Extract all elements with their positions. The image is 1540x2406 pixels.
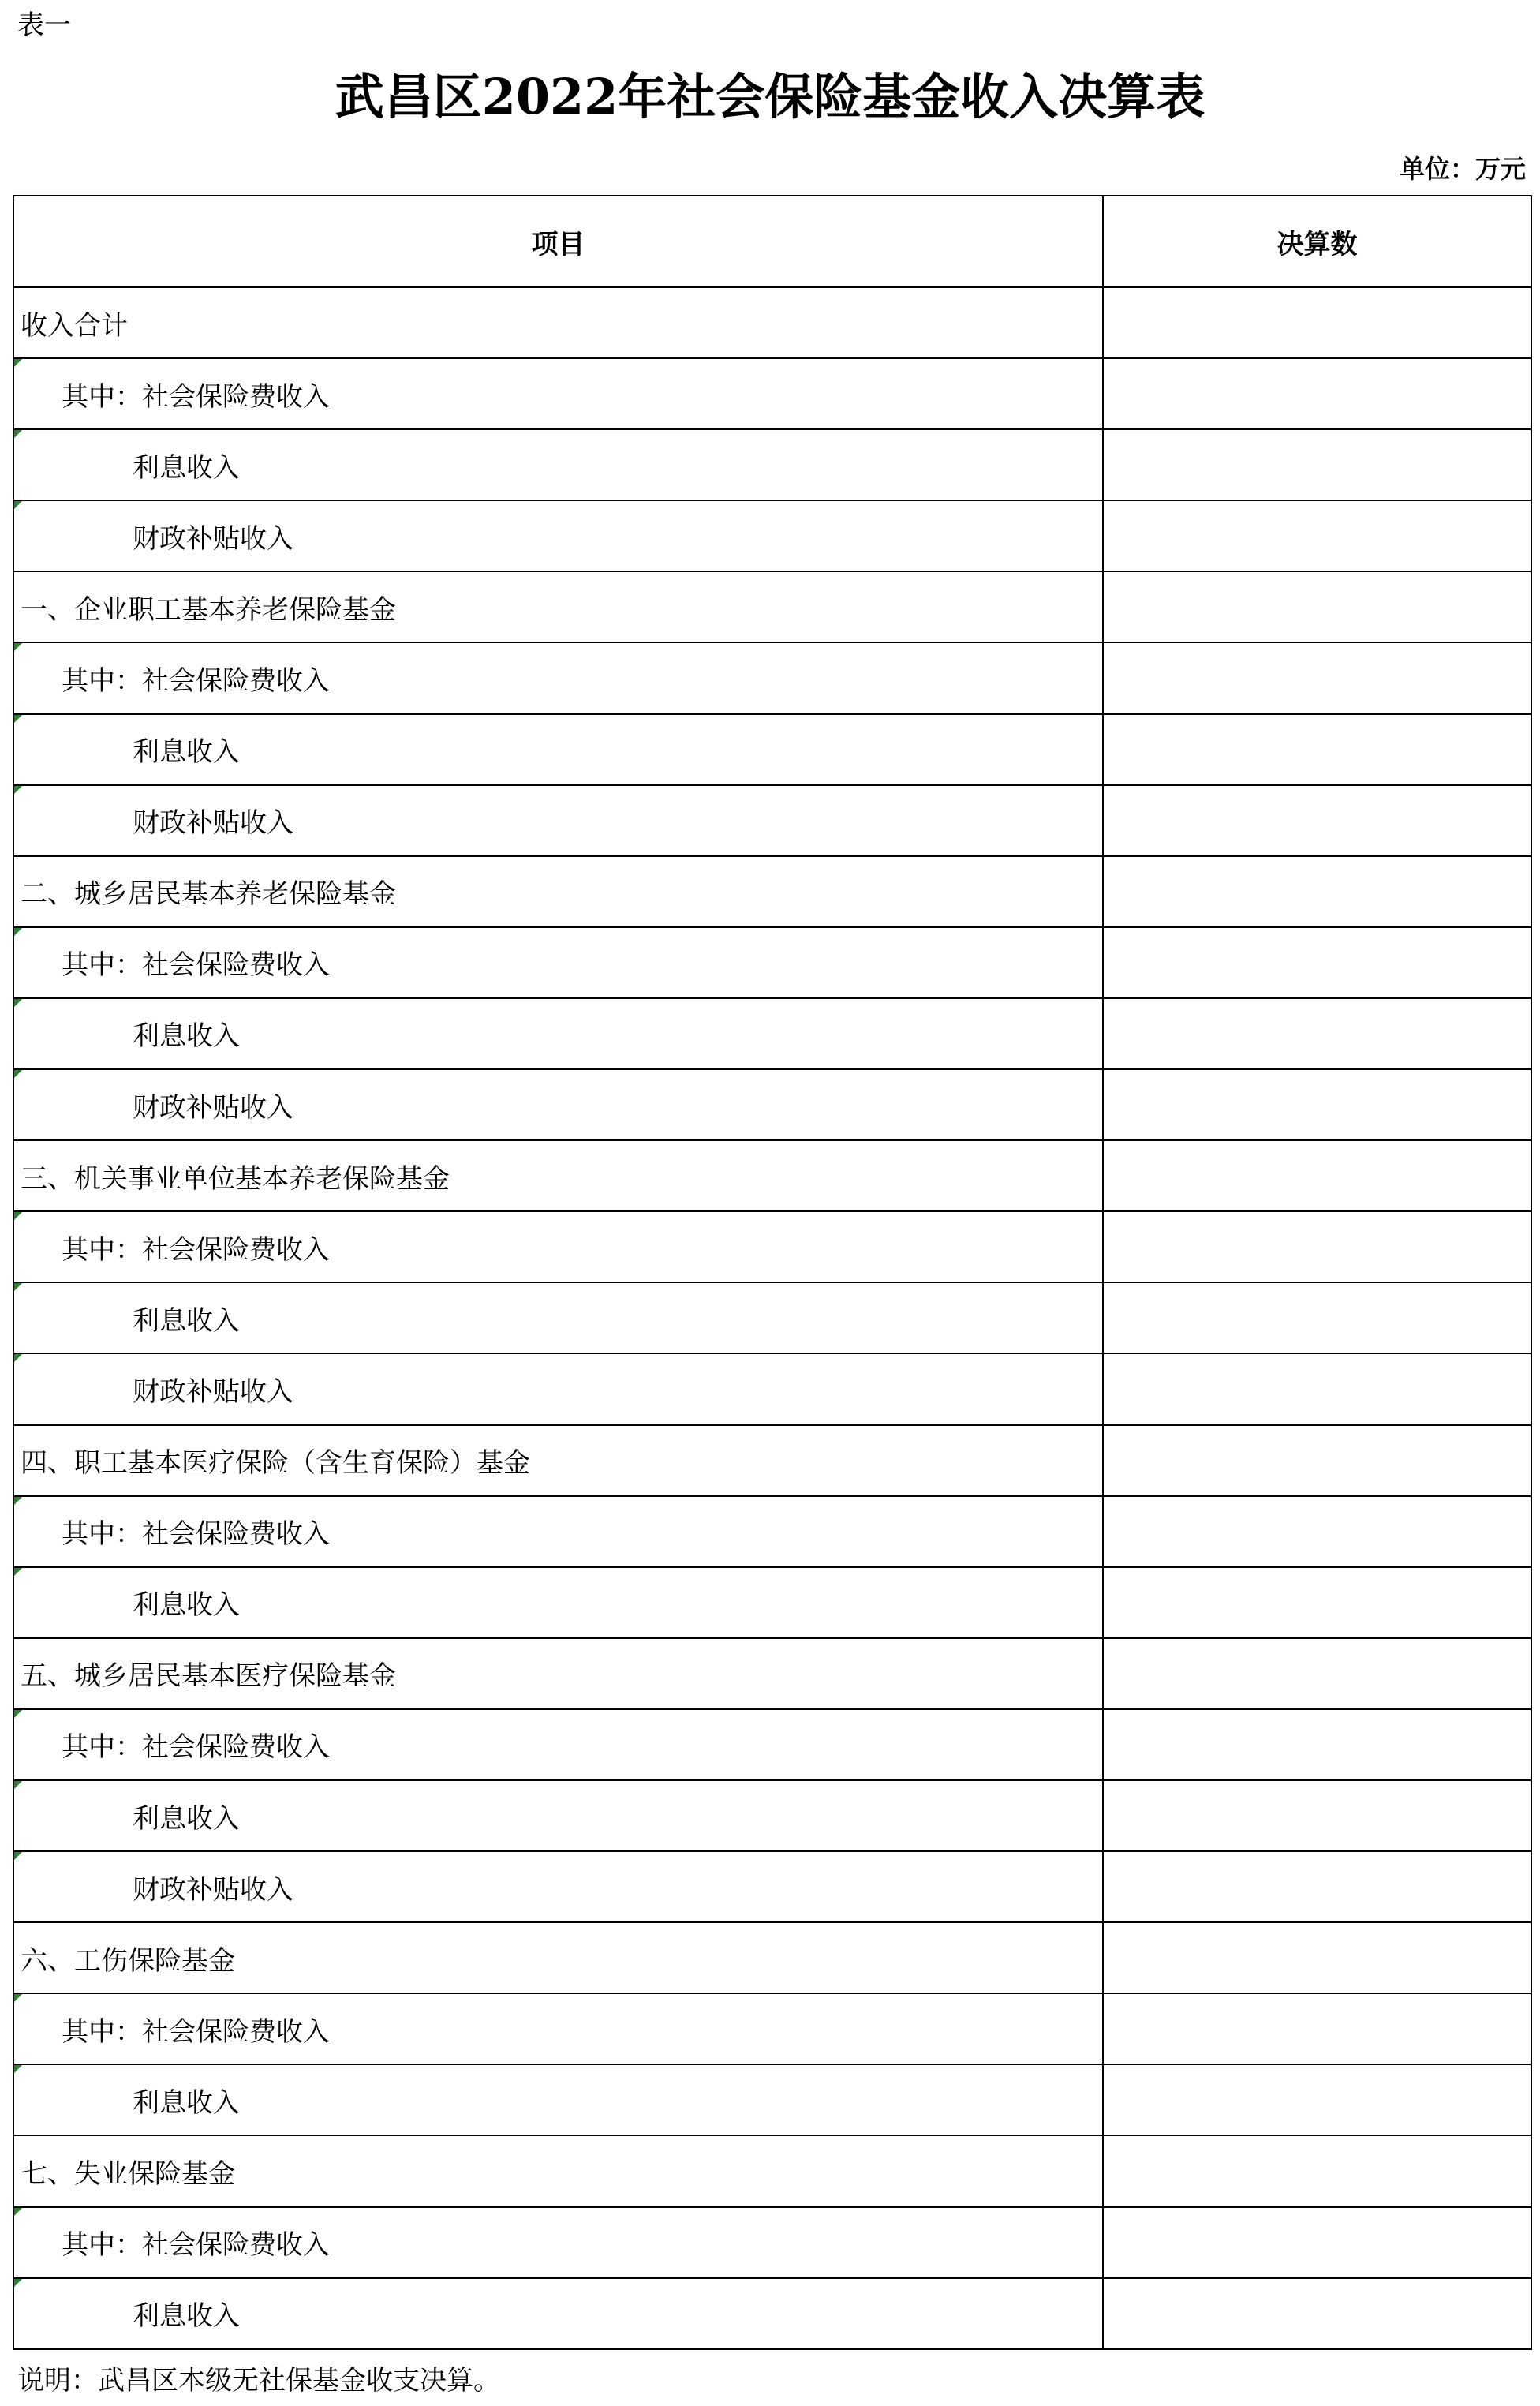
row-label: 其中：社会保险费收入 [62, 949, 330, 982]
table-row [13, 998, 1531, 1069]
table-row [13, 1638, 1531, 1709]
table-cell-amount [1103, 1780, 1531, 1851]
table-cell-item [13, 429, 1103, 500]
revenue-table [13, 195, 1532, 2350]
table-cell-item [13, 1069, 1103, 1140]
table-row [13, 1496, 1531, 1567]
row-label: 收入合计 [21, 309, 128, 342]
row-label: 利息收入 [133, 736, 240, 769]
table-cell-item [13, 927, 1103, 998]
table-cell-item [13, 1567, 1103, 1638]
table-cell-amount [1103, 287, 1531, 358]
row-label: 财政补贴收入 [133, 522, 293, 555]
row-label: 利息收入 [133, 2086, 240, 2119]
table-row [13, 1425, 1531, 1496]
unit-label: 单位：万元 [1399, 154, 1526, 184]
cell-corner-marker [14, 999, 22, 1007]
column-header-amount: 决算数 [1103, 196, 1531, 287]
row-label: 七、失业保险基金 [21, 2157, 235, 2190]
cell-corner-marker [14, 2279, 22, 2287]
cell-corner-marker [14, 643, 22, 651]
table-row [13, 2278, 1531, 2349]
table-cell-item [13, 856, 1103, 927]
cell-corner-marker [14, 1781, 22, 1789]
cell-corner-marker [14, 1568, 22, 1576]
cell-corner-marker [14, 1070, 22, 1078]
table-cell-amount [1103, 571, 1531, 642]
table-cell-amount [1103, 714, 1531, 785]
table-cell-item [13, 1638, 1103, 1709]
cell-corner-marker [14, 1354, 22, 1362]
row-label: 利息收入 [133, 1589, 240, 1622]
table-cell-amount [1103, 429, 1531, 500]
table-row [13, 429, 1531, 500]
cell-corner-marker [14, 501, 22, 509]
table-cell-item [13, 358, 1103, 429]
table-cell-amount [1103, 1140, 1531, 1211]
table-cell-item [13, 1425, 1103, 1496]
document-title: 武昌区2022年社会保险基金收入决算表 [335, 68, 1205, 125]
table-row [13, 642, 1531, 713]
table-cell-amount [1103, 1353, 1531, 1424]
table-cell-amount [1103, 856, 1531, 927]
row-label: 其中：社会保险费收入 [62, 2229, 330, 2262]
cell-corner-marker [14, 1852, 22, 1860]
table-cell-item [13, 1140, 1103, 1211]
table-row [13, 2207, 1531, 2278]
row-label: 五、城乡居民基本医疗保险基金 [21, 1660, 396, 1693]
table-row [13, 1567, 1531, 1638]
table-row [13, 2064, 1531, 2135]
cell-corner-marker [14, 715, 22, 723]
table-header-row [13, 196, 1531, 287]
table-cell-amount [1103, 785, 1531, 856]
table-row [13, 1780, 1531, 1851]
table-cell-item [13, 1709, 1103, 1780]
table-row [13, 571, 1531, 642]
table-cell-item [13, 1922, 1103, 1993]
table-cell-amount [1103, 998, 1531, 1069]
table-cell-amount [1103, 1211, 1531, 1282]
table-row [13, 358, 1531, 429]
row-label: 财政补贴收入 [133, 807, 293, 840]
table-cell-amount [1103, 1496, 1531, 1567]
cell-corner-marker [14, 1710, 22, 1718]
table-cell-amount [1103, 358, 1531, 429]
cell-corner-marker [14, 430, 22, 438]
cell-corner-marker [14, 1497, 22, 1505]
table-cell-amount [1103, 1638, 1531, 1709]
row-label: 其中：社会保险费收入 [62, 2015, 330, 2048]
table-cell-item [13, 642, 1103, 713]
table-row [13, 1851, 1531, 1922]
table-row [13, 1709, 1531, 1780]
table-cell-amount [1103, 2278, 1531, 2349]
row-label: 六、工伤保险基金 [21, 1944, 235, 1977]
table-cell-amount [1103, 1425, 1531, 1496]
table-row [13, 714, 1531, 785]
table-cell-amount [1103, 642, 1531, 713]
row-label: 四、职工基本医疗保险（含生育保险）基金 [21, 1447, 530, 1480]
table-cell-amount [1103, 1282, 1531, 1353]
cell-corner-marker [14, 786, 22, 794]
table-row [13, 1069, 1531, 1140]
table-number: 表一 [17, 9, 71, 41]
table-cell-item [13, 1211, 1103, 1282]
row-label: 一、企业职工基本养老保险基金 [21, 593, 396, 626]
cell-corner-marker [14, 1212, 22, 1220]
table-row [13, 2135, 1531, 2206]
table-cell-item [13, 1353, 1103, 1424]
row-label: 利息收入 [133, 2300, 240, 2333]
table-row [13, 500, 1531, 571]
cell-corner-marker [14, 1994, 22, 2002]
cell-corner-marker [14, 1283, 22, 1291]
table-row [13, 1211, 1531, 1282]
table-cell-item [13, 1282, 1103, 1353]
row-label: 其中：社会保险费收入 [62, 1233, 330, 1266]
footnote: 说明：武昌区本级无社保基金收支决算。 [17, 2365, 500, 2397]
table-row [13, 1282, 1531, 1353]
row-label: 利息收入 [133, 1802, 240, 1835]
table-cell-item [13, 2135, 1103, 2206]
row-label: 财政补贴收入 [133, 1375, 293, 1408]
table-cell-item [13, 1851, 1103, 1922]
cell-corner-marker [14, 359, 22, 367]
table-cell-amount [1103, 2207, 1531, 2278]
table-row [13, 927, 1531, 998]
table-row [13, 785, 1531, 856]
table-cell-amount [1103, 1567, 1531, 1638]
row-label: 其中：社会保险费收入 [62, 665, 330, 698]
table-cell-item [13, 1993, 1103, 2064]
row-label: 财政补贴收入 [133, 1873, 293, 1906]
row-label: 利息收入 [133, 1304, 240, 1337]
table-cell-item [13, 287, 1103, 358]
table-cell-item [13, 998, 1103, 1069]
table-row [13, 287, 1531, 358]
row-label: 三、机关事业单位基本养老保险基金 [21, 1162, 450, 1195]
table-cell-item [13, 785, 1103, 856]
table-cell-amount [1103, 1993, 1531, 2064]
table-cell-item [13, 500, 1103, 571]
table-cell-amount [1103, 500, 1531, 571]
table-row [13, 856, 1531, 927]
cell-corner-marker [14, 2208, 22, 2216]
table-cell-amount [1103, 1069, 1531, 1140]
table-cell-item [13, 714, 1103, 785]
table-row [13, 1922, 1531, 1993]
row-label: 利息收入 [133, 451, 240, 484]
row-label: 二、城乡居民基本养老保险基金 [21, 878, 396, 911]
table-cell-item [13, 2207, 1103, 2278]
row-label: 其中：社会保险费收入 [62, 1731, 330, 1764]
table-cell-item [13, 2064, 1103, 2135]
row-label: 利息收入 [133, 1020, 240, 1053]
row-label: 财政补贴收入 [133, 1091, 293, 1124]
table-cell-amount [1103, 927, 1531, 998]
table-cell-amount [1103, 2064, 1531, 2135]
table-cell-item [13, 571, 1103, 642]
column-header-item: 项目 [13, 196, 1103, 287]
table-cell-amount [1103, 1922, 1531, 1993]
table-cell-amount [1103, 2135, 1531, 2206]
table-cell-amount [1103, 1709, 1531, 1780]
table-cell-item [13, 1780, 1103, 1851]
row-label: 其中：社会保险费收入 [62, 1518, 330, 1551]
row-label: 其中：社会保险费收入 [62, 380, 330, 413]
table-body [13, 287, 1531, 2349]
cell-corner-marker [14, 928, 22, 936]
table-cell-amount [1103, 1851, 1531, 1922]
table-cell-item [13, 2278, 1103, 2349]
table-cell-item [13, 1496, 1103, 1567]
table-row [13, 1353, 1531, 1424]
table-row [13, 1993, 1531, 2064]
table-row [13, 1140, 1531, 1211]
cell-corner-marker [14, 2065, 22, 2073]
